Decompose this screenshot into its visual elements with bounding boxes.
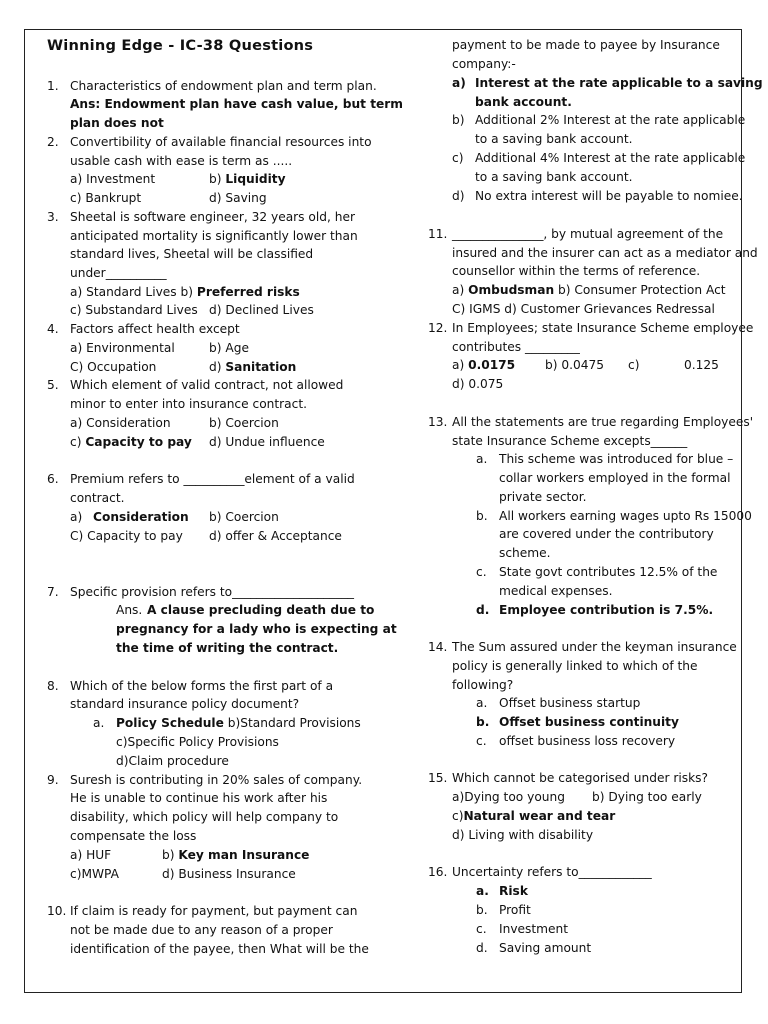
q11-text-line2: insured and the insurer can act as a mediator and	[452, 246, 758, 260]
q12-option-b: b) 0.0475	[545, 358, 605, 372]
q13-option-d-label: d.	[476, 603, 490, 617]
q16-option-d: Saving amount	[499, 941, 592, 955]
q3-text-line3: standard lives, Sheetal will be classified	[70, 247, 314, 261]
q1-answer-line2: plan does not	[70, 116, 164, 130]
q13-option-a-line3: private sector.	[499, 490, 587, 504]
q10-text-line2: not be made due to any reason of a proper	[70, 923, 333, 937]
q14-option-c-label: c.	[476, 734, 487, 748]
q16-option-b: Profit	[499, 903, 531, 917]
q5-option-c: c) Capacity to pay	[70, 435, 192, 449]
q1-text: Characteristics of endowment plan and term plan.	[70, 79, 377, 93]
q14-option-b: Offset business continuity	[499, 715, 679, 729]
q4-text: Factors affect health except	[70, 322, 240, 336]
q9-option-a: a) HUF	[70, 848, 112, 862]
q2-option-c: c) Bankrupt	[70, 191, 142, 205]
q6-option-a-label: a)	[70, 510, 83, 524]
q2-text-line2: usable cash with ease is term as .....	[70, 154, 293, 168]
q8-text-line1: Which of the below forms the first part of a	[70, 679, 334, 693]
q14-text-line2: policy is generally linked to which of the	[452, 659, 698, 673]
q2-option-d: d) Saving	[209, 191, 267, 205]
q2-option-b: b) Liquidity	[209, 172, 286, 186]
q15-text: Which cannot be categorised under risks?	[452, 771, 708, 785]
q2-text-line1: Convertibility of available financial resources into	[70, 135, 372, 149]
q5-option-a: a) Consideration	[70, 416, 171, 430]
q9-text-line2: He is unable to continue his work after his	[70, 791, 328, 805]
q10-option-b-line2: to a saving bank account.	[475, 132, 633, 146]
q10-option-c-line1: Additional 4% Interest at the rate applicable	[475, 151, 746, 165]
q12-number: 12.	[428, 321, 448, 335]
q6-option-c: C) Capacity to pay	[70, 529, 183, 543]
q15-option-b: b) Dying too early	[592, 790, 702, 804]
q10-option-b-line1: Additional 2% Interest at the rate applicable	[475, 113, 746, 127]
q7-answer-line3: the time of writing the contract.	[116, 641, 339, 655]
q13-option-c-line2: medical expenses.	[499, 584, 613, 598]
q12-text-line1: In Employees; state Insurance Scheme employee	[452, 321, 754, 335]
q9-text-line1: Suresh is contributing in 20% sales of company.	[70, 773, 363, 787]
q11-option-cd: C) IGMS d) Customer Grievances Redressal	[452, 302, 715, 316]
q6-option-a: Consideration	[93, 510, 189, 524]
q14-option-b-label: b.	[476, 715, 490, 729]
q13-option-b-label: b.	[476, 509, 488, 523]
q10-option-b-label: b)	[452, 113, 465, 127]
q2-option-a: a) Investment	[70, 172, 156, 186]
q9-text-line4: compensate the loss	[70, 829, 197, 843]
q16-option-c: Investment	[499, 922, 569, 936]
q4-option-d: d) Sanitation	[209, 360, 297, 374]
q16-option-d-label: d.	[476, 941, 488, 955]
q10-number: 10.	[47, 904, 67, 918]
page-title: Winning Edge - IC-38 Questions	[47, 37, 314, 54]
q15-option-c: c)Natural wear and tear	[452, 809, 616, 823]
q13-option-d: Employee contribution is 7.5%.	[499, 603, 714, 617]
q15-number: 15.	[428, 771, 448, 785]
q5-text-line2: minor to enter into insurance contract.	[70, 397, 307, 411]
q5-option-b: b) Coercion	[209, 416, 279, 430]
q14-number: 14.	[428, 640, 448, 654]
q9-option-d: d) Business Insurance	[162, 867, 296, 881]
q12-text-line2: contributes _________	[452, 340, 580, 354]
q13-option-a-label: a.	[476, 452, 488, 466]
q3-option-d: d) Declined Lives	[209, 303, 314, 317]
q3-text-line1: Sheetal is software engineer, 32 years old, her	[70, 210, 355, 224]
q12-option-c-value: 0.125	[684, 358, 719, 372]
q10-option-c-label: c)	[452, 151, 464, 165]
q1-number: 1.	[47, 79, 59, 93]
q12-option-c-label: c)	[628, 358, 640, 372]
q4-option-b: b) Age	[209, 341, 249, 355]
q16-option-a: Risk	[499, 884, 528, 898]
q15-option-d: d) Living with disability	[452, 828, 594, 842]
q7-answer-line2: pregnancy for a lady who is expecting at	[116, 622, 397, 636]
q8-number: 8.	[47, 679, 59, 693]
q10-text-line5: company:-	[452, 57, 516, 71]
q4-option-c: C) Occupation	[70, 360, 157, 374]
q5-option-d: d) Undue influence	[209, 435, 325, 449]
q10-option-a-line2: bank account.	[475, 95, 572, 109]
q9-option-b: b) Key man Insurance	[162, 848, 310, 862]
q7-answer-label: Ans.	[116, 603, 143, 617]
q6-option-b: b) Coercion	[209, 510, 279, 524]
q8-option-d: d)Claim procedure	[116, 754, 229, 768]
q9-number: 9.	[47, 773, 59, 787]
q16-text: Uncertainty refers to____________	[452, 865, 652, 879]
q3-option-ab: a) Standard Lives b) Preferred risks	[70, 285, 300, 299]
q2-number: 2.	[47, 135, 59, 149]
q13-option-b-line3: scheme.	[499, 546, 551, 560]
q9-option-c: c)MWPA	[70, 867, 119, 881]
q16-option-a-label: a.	[476, 884, 489, 898]
q10-option-a-label: a)	[452, 76, 466, 90]
q3-text-line4: under__________	[70, 266, 167, 280]
q13-option-b-line2: are covered under the contributory	[499, 527, 714, 541]
q14-option-a: Offset business startup	[499, 696, 641, 710]
q11-number: 11.	[428, 227, 448, 241]
q7-number: 7.	[47, 585, 59, 599]
q4-number: 4.	[47, 322, 59, 336]
q13-option-c-label: c.	[476, 565, 487, 579]
q3-option-c: c) Substandard Lives	[70, 303, 198, 317]
q10-option-c-line2: to a saving bank account.	[475, 170, 633, 184]
q15-option-a: a)Dying too young	[452, 790, 565, 804]
q11-text-line1: _______________, by mutual agreement of the	[452, 227, 724, 241]
q5-number: 5.	[47, 378, 59, 392]
q10-option-d: No extra interest will be payable to nomiee.	[475, 189, 743, 203]
q6-text-line1: Premium refers to __________element of a valid	[70, 472, 355, 486]
q6-number: 6.	[47, 472, 59, 486]
q10-text-line1: If claim is ready for payment, but payment can	[70, 904, 358, 918]
q16-option-b-label: b.	[476, 903, 488, 917]
q14-option-c: offset business loss recovery	[499, 734, 676, 748]
q14-text-line3: following?	[452, 678, 514, 692]
q13-option-b-line1: All workers earning wages upto Rs 15000	[499, 509, 752, 523]
q9-text-line3: disability, which policy will help company to	[70, 810, 339, 824]
q13-option-c-line1: State govt contributes 12.5% of the	[499, 565, 718, 579]
q13-text-line2: state Insurance Scheme excepts______	[452, 434, 688, 448]
q10-option-a-line1: Interest at the rate applicable to a saving	[475, 76, 763, 90]
q3-text-line2: anticipated mortality is significantly lower than	[70, 229, 358, 243]
q7-answer-line1: A clause precluding death due to	[147, 603, 375, 617]
q16-number: 16.	[428, 865, 448, 879]
q12-option-a: a) 0.0175	[452, 358, 516, 372]
q8-option-c: c)Specific Policy Provisions	[116, 735, 279, 749]
q5-text-line1: Which element of valid contract, not allowed	[70, 378, 344, 392]
q7-text: Specific provision refers to____________________	[70, 585, 355, 599]
q13-option-a-line2: collar workers employed in the formal	[499, 471, 731, 485]
q12-option-d: d) 0.075	[452, 377, 504, 391]
q1-answer-line1: Ans: Endowment plan have cash value, but term	[70, 97, 404, 111]
q8-option-ab: Policy Schedule b)Standard Provisions	[116, 716, 361, 730]
q13-number: 13.	[428, 415, 448, 429]
q6-text-line2: contract.	[70, 491, 125, 505]
q8-text-line2: standard insurance policy document?	[70, 697, 300, 711]
q6-option-d: d) offer & Acceptance	[209, 529, 342, 543]
q14-option-a-label: a.	[476, 696, 488, 710]
q10-text-line4: payment to be made to payee by Insurance	[452, 38, 720, 52]
q10-text-line3: identification of the payee, then What will be the	[70, 942, 369, 956]
q14-text-line1: The Sum assured under the keyman insurance	[452, 640, 737, 654]
q11-text-line3: counsellor within the terms of reference.	[452, 264, 701, 278]
q16-option-c-label: c.	[476, 922, 487, 936]
q3-number: 3.	[47, 210, 59, 224]
q13-option-a-line1: This scheme was introduced for blue –	[499, 452, 734, 466]
q4-option-a: a) Environmental	[70, 341, 175, 355]
q8-option-a-label: a.	[93, 716, 105, 730]
q10-option-d-label: d)	[452, 189, 465, 203]
q13-text-line1: All the statements are true regarding Employees'	[452, 415, 754, 429]
q11-option-ab: a) Ombudsman b) Consumer Protection Act	[452, 283, 726, 297]
